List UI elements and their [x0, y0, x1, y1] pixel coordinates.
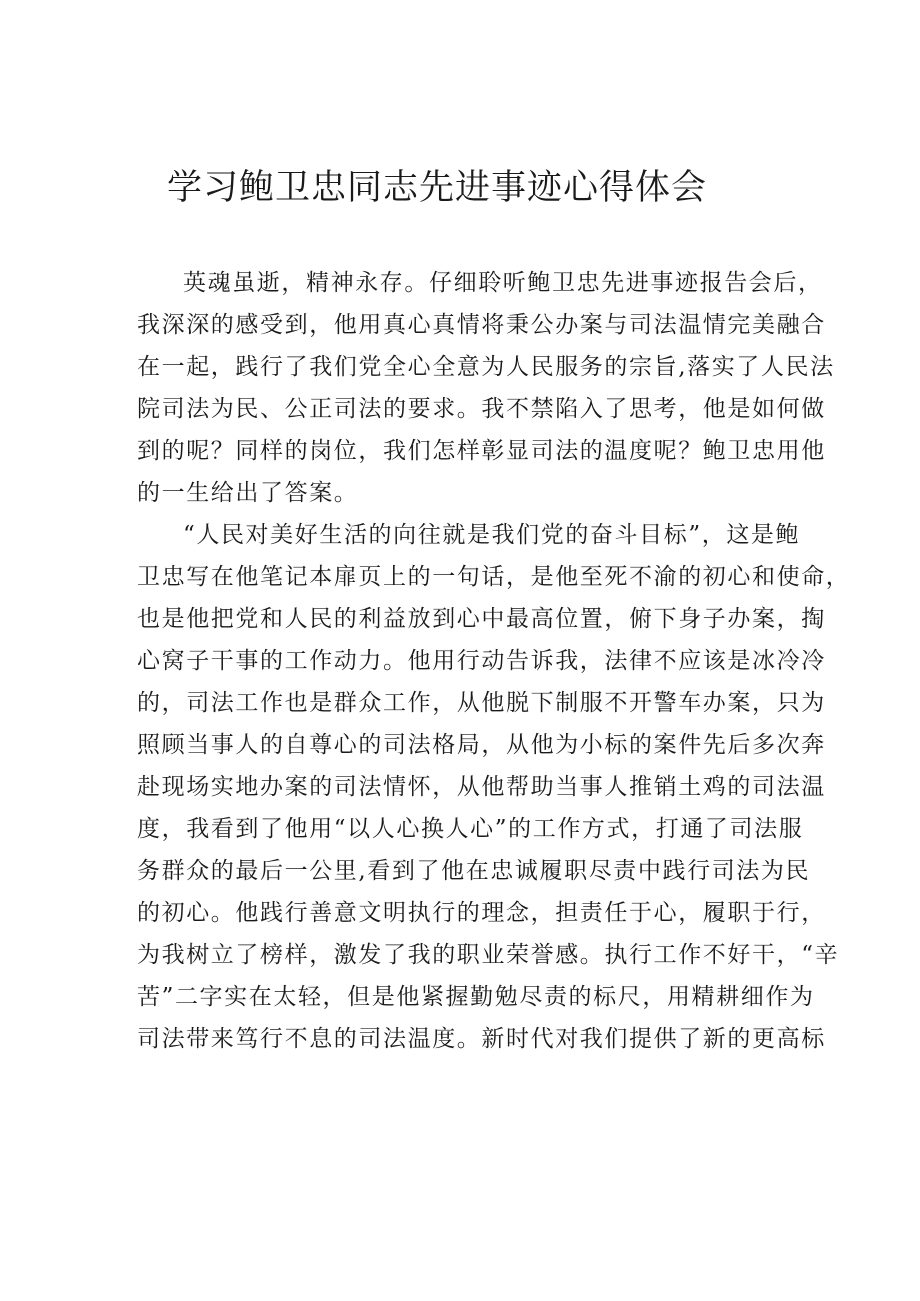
paragraph-line: 的一生给出了答案。 [137, 480, 359, 506]
paragraph-line: 司法带来笃行不息的司法温度。新时代对我们提供了新的更高标 [137, 1026, 826, 1052]
paragraph-line: 照顾当事人的自尊心的司法格局，从他为小标的案件先后多次奔 [137, 732, 826, 758]
paragraph-line: 赴现场实地办案的司法情怀，从他帮助当事人推销土鸡的司法温 [137, 774, 826, 800]
paragraph-line: 卫忠写在他笔记本扉页上的一句话，是他至死不渝的初心和使命， [137, 564, 851, 590]
paragraph-line: 为我树立了榜样，激发了我的职业荣誉感。执行工作不好干，“辛 [137, 942, 840, 968]
paragraph-line: 的，司法工作也是群众工作，从他脱下制服不开警车办案，只为 [137, 690, 826, 716]
paragraph-line: 院司法为民、公正司法的要求。我不禁陷入了思考，他是如何做 [137, 396, 826, 422]
paragraph-line: 也是他把党和人民的利益放到心中最高位置，俯下身子办案，掏 [137, 606, 826, 632]
paragraph-line: 英魂虽逝，精神永存。仔细聆听鲍卫忠先进事迹报告会后， [183, 270, 823, 296]
paragraph-line: 我深深的感受到，他用真心真情将秉公办案与司法温情完美融合 [137, 312, 826, 338]
paragraph-2 [137, 514, 851, 1060]
paragraph-line: 心窝子干事的工作动力。他用行动告诉我，法律不应该是冰冷冷 [137, 648, 826, 674]
paragraph-line: 务群众的最后一公里,看到了他在忠诚履职尽责中践行司法为民 [137, 858, 811, 884]
document-body [137, 262, 851, 1060]
paragraph-line: 度，我看到了他用“以人心换人心”的工作方式，打通了司法服 [137, 816, 804, 842]
paragraph-line: 的初心。他践行善意文明执行的理念，担责任于心，履职于行， [137, 900, 826, 926]
paragraph-line: 在一起，践行了我们党全心全意为人民服务的宗旨,落实了人民法 [137, 354, 835, 380]
paragraph-line: 苦”二字实在太轻，但是他紧握勤勉尽责的标尺，用精耕细作为 [137, 984, 815, 1010]
paragraph-1 [137, 262, 835, 514]
paragraph-line: 到的呢？同样的岗位，我们怎样彰显司法的温度呢？鲍卫忠用他 [137, 438, 826, 464]
paragraph-line: “人民对美好生活的向往就是我们党的奋斗目标”，这是鲍 [183, 522, 801, 548]
document-title: 学习鲍卫忠同志先进事迹心得体会 [166, 168, 707, 208]
